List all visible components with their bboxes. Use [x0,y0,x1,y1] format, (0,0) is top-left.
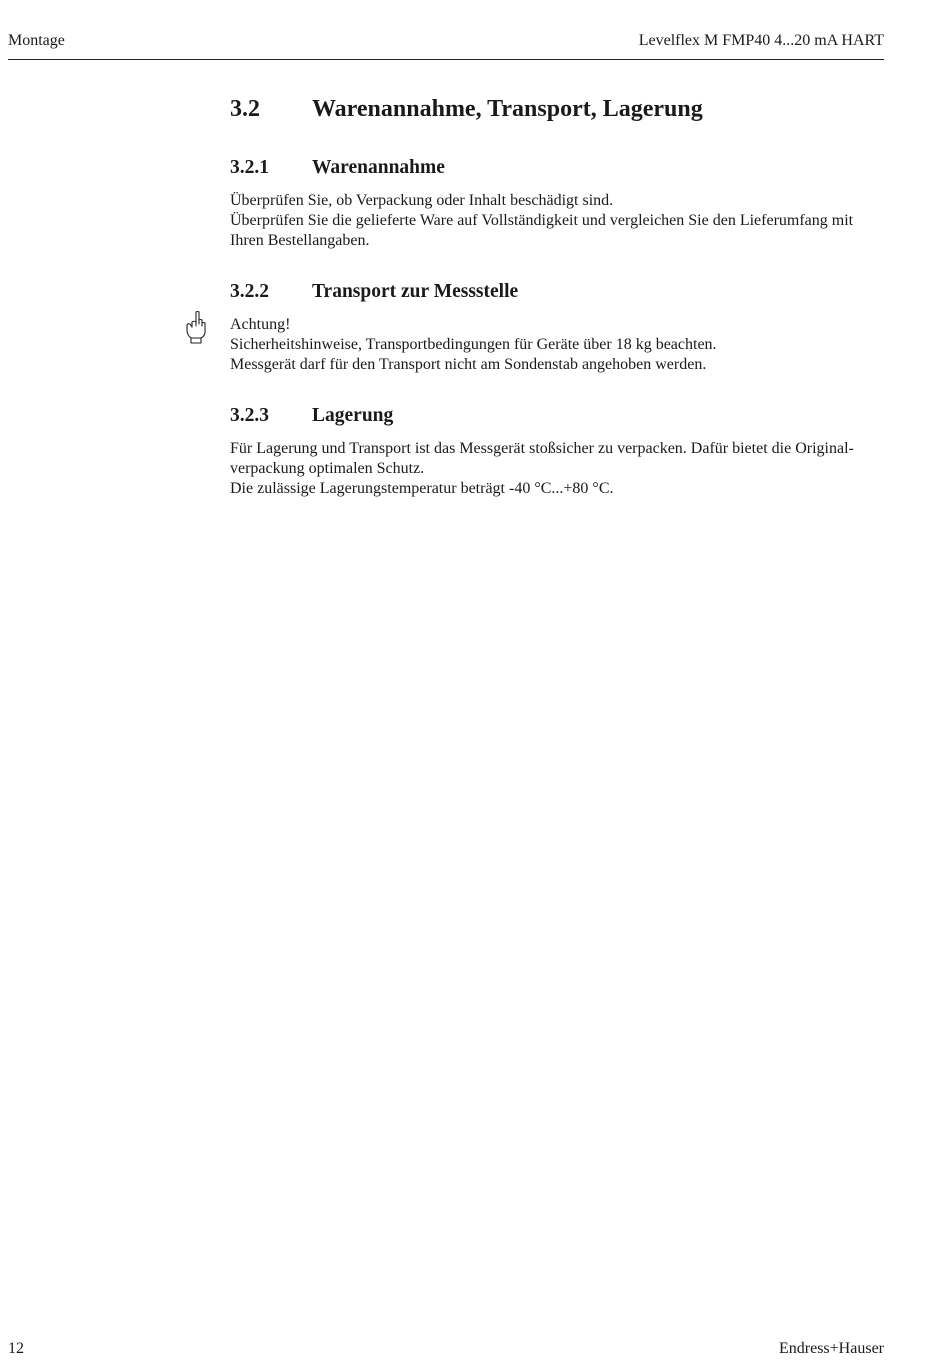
body-line: Überprüfen Sie die gelieferte Ware auf Vollständigkeit und vergleichen Sie den Lieferumfang mit Ihren Bestellangaben. [230,212,854,249]
subsection-title: Warenannahme [312,157,445,178]
body-line: Sicherheitshinweise, Transportbedingungen für Geräte über 18 kg beachten. [230,336,717,353]
subsection-number: 3.2.2 [230,281,269,302]
section-heading [230,96,703,123]
subsection-body-lagerung [230,439,882,499]
subsection-body-warenannahme [230,191,882,251]
subsection-number: 3.2.1 [230,157,269,178]
running-header-product: Levelflex M FMP40 4...20 mA HART [638,32,884,49]
subsection-title: Transport zur Messstelle [312,281,519,302]
body-line: Messgerät darf für den Transport nicht am Sondenstab angehoben werden. [230,356,707,373]
subsection-number: 3.2.3 [230,405,269,426]
running-header-chapter: Montage [8,32,65,49]
warning-label: Achtung! [230,316,291,333]
section-title: Warenannahme, Transport, Lagerung [312,96,703,122]
body-line: Die zulässige Lagerungstemperatur beträgt -40 °C...+80 °C. [230,480,614,497]
body-line: Für Lagerung und Transport ist das Messgerät stoßsicher zu verpacken. Dafür bietet die Originalverpackung optimalen Schutz. [230,440,854,477]
subsection-title: Lagerung [312,405,394,426]
brand-name: Endress+Hauser [779,1340,884,1357]
subsection-body-transport [230,315,882,375]
subsection-heading-warenannahme [230,157,445,179]
subsection-heading-lagerung [230,405,393,427]
subsection-heading-transport [230,281,518,303]
pointing-hand-icon [184,310,208,344]
header-divider [8,59,884,60]
section-number: 3.2 [230,96,260,122]
body-line: Überprüfen Sie, ob Verpackung oder Inhalt beschädigt sind. [230,192,614,209]
page-number: 12 [8,1340,24,1357]
